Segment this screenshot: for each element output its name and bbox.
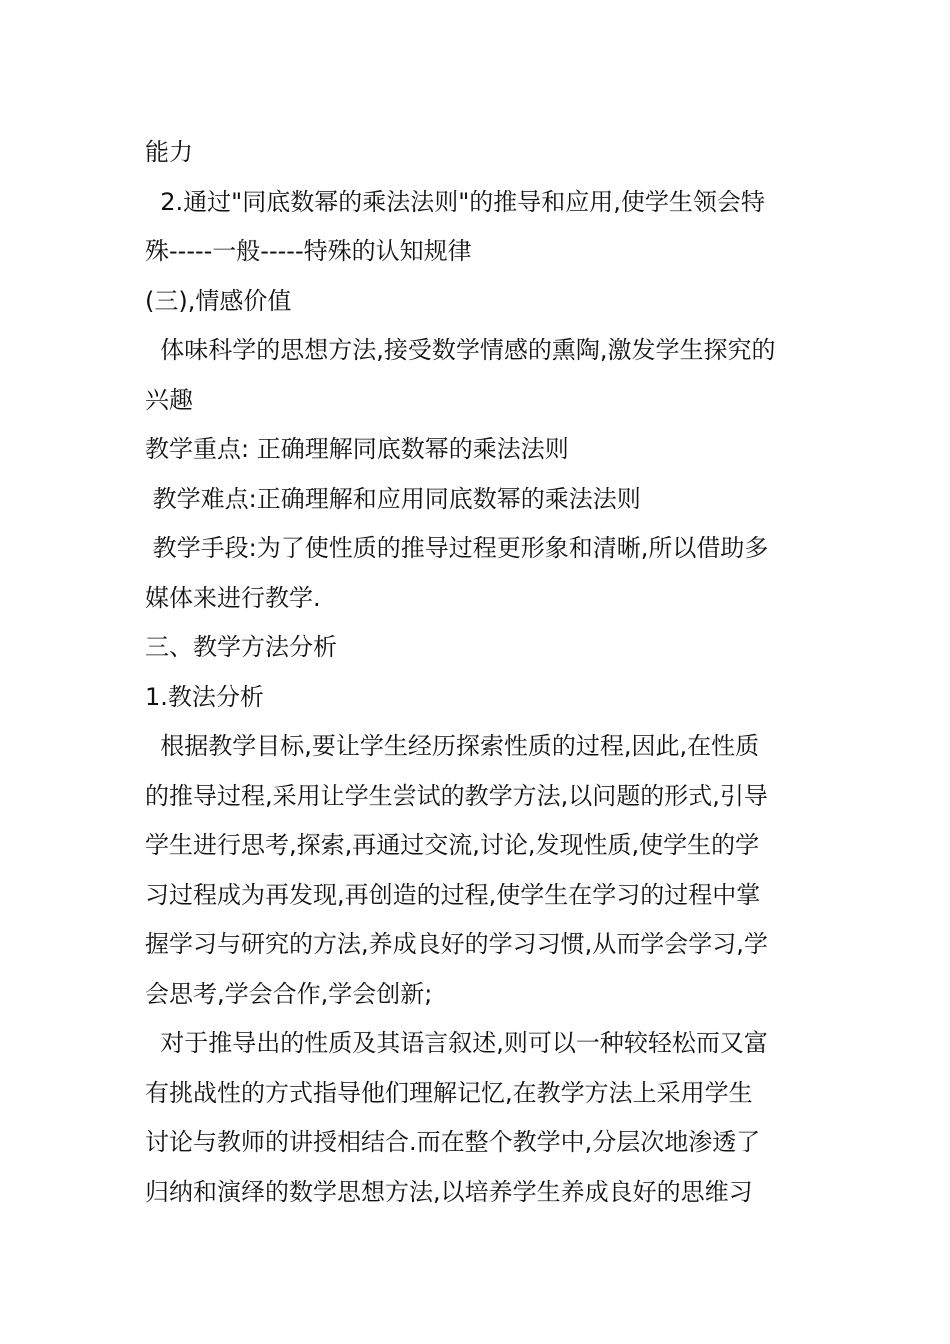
document-body — [145, 128, 815, 1217]
text-line: 学生进行思考,探索,再通过交流,讨论,发现性质,使学生的学 — [145, 831, 760, 859]
text-line: 会思考,学会合作,学会创新; — [145, 979, 433, 1008]
text-line: 兴趣 — [145, 385, 193, 414]
text-line: 殊-----一般-----特殊的认知规律 — [145, 237, 472, 265]
text-line: 体味科学的思想方法,接受数学情感的熏陶,激发学生探究的 — [145, 336, 776, 364]
text-line: 2.通过"同底数幂的乘法法则"的推导和应用,使学生领会特 — [145, 187, 765, 216]
text-line: 归纳和演绎的数学思想方法,以培养学生养成良好的思维习 — [145, 1177, 753, 1206]
text-line: 握学习与研究的方法,养成良好的学习习惯,从而学会学习,学 — [145, 930, 768, 958]
text-line: 根据教学目标,要让学生经历探索性质的过程,因此,在性质 — [145, 732, 760, 760]
text-line: 教学重点: 正确理解同底数幂的乘法法则 — [145, 435, 569, 463]
text-line: 的推导过程,采用让学生尝试的教学方法,以问题的形式,引导 — [145, 781, 768, 810]
subsection-heading: 1.教法分析 — [145, 682, 264, 711]
section-heading: (三),情感价值 — [145, 286, 292, 315]
text-line: 讨论与教师的讲授相结合.而在整个教学中,分层次地渗透了 — [145, 1128, 761, 1156]
text-line: 对于推导出的性质及其语言叙述,则可以一种较轻松而又富 — [145, 1029, 768, 1057]
section-heading: 三、教学方法分析 — [145, 633, 337, 661]
text-line: 教学手段:为了使性质的推导过程更形象和清晰,所以借助多 — [145, 534, 769, 562]
text-line: 能力 — [145, 138, 193, 166]
text-line: 习过程成为再发现,再创造的过程,使学生在学习的过程中掌 — [145, 880, 761, 909]
text-line: 媒体来进行教学. — [145, 583, 321, 612]
text-line: 有挑战性的方式指导他们理解记忆,在教学方法上采用学生 — [145, 1078, 753, 1107]
text-line: 教学难点:正确理解和应用同底数幂的乘法法则 — [145, 484, 641, 513]
